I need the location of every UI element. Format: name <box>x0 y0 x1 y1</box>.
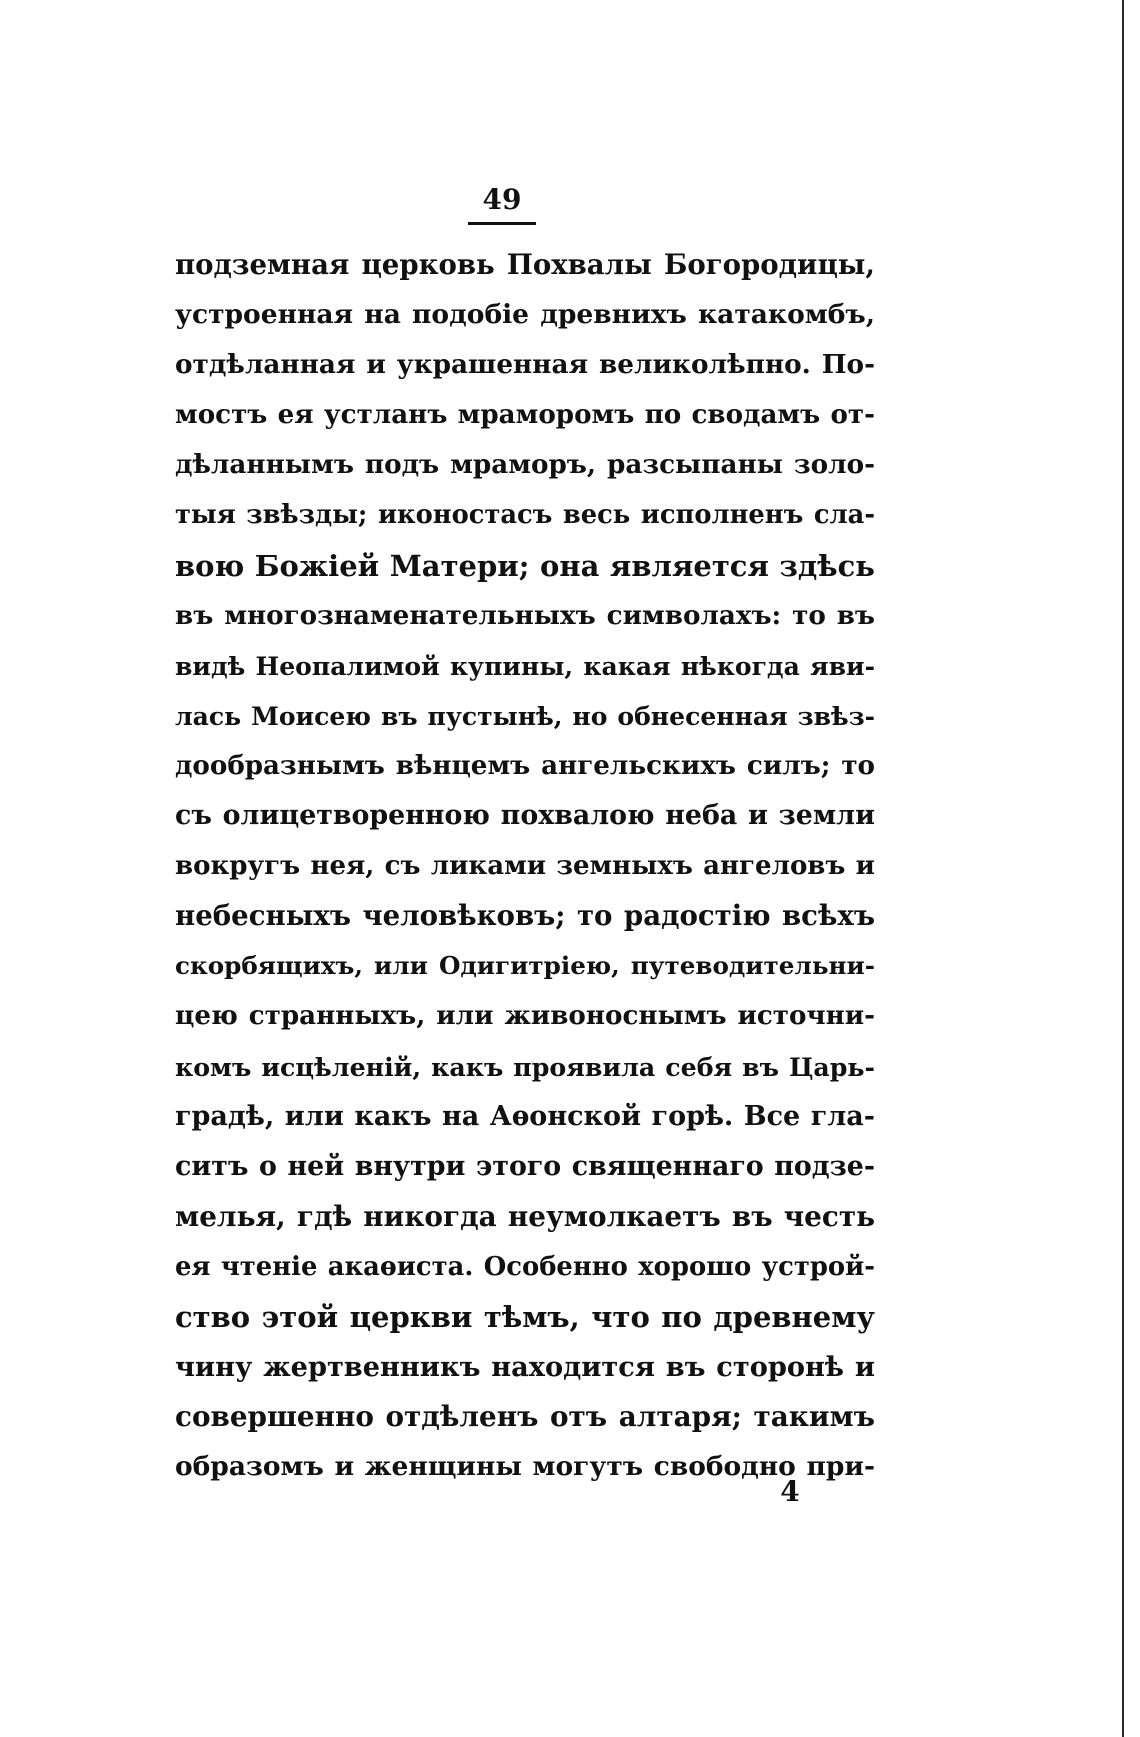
text-line: съ олицетворенною похвалою неба и земли <box>175 800 875 832</box>
text-line: ея чтеніе акаѳиста. Особенно хорошо устрой- <box>175 1251 875 1282</box>
text-line: въ многознаменательныхъ символахъ: то въ <box>175 599 875 631</box>
body-text <box>175 240 875 1492</box>
text-line: ситъ о ней внутри этого священнаго подзе- <box>175 1150 875 1182</box>
text-line: мостъ ея устланъ мраморомъ по сводамъ от- <box>175 399 875 431</box>
text-line: ство этой церкви тѣмъ, что по древнему <box>175 1299 875 1334</box>
page-number: 49 <box>482 183 522 216</box>
text-line: цею странныхъ, или живоноснымъ источни- <box>175 1000 875 1032</box>
text-line: образомъ и женщины могутъ свободно при- <box>175 1451 875 1483</box>
text-line: лась Моисею въ пустынѣ, но обнесенная звѣз- <box>175 700 875 731</box>
text-line: небесныхъ человѣковъ; то радостію всѣхъ <box>175 899 875 933</box>
text-line: видѣ Неопалимой купины, какая нѣкогда яви- <box>175 650 875 681</box>
page-number-underline <box>468 222 536 225</box>
text-line: устроенная на подобіе древнихъ катакомбъ, <box>175 299 875 331</box>
text-line: подземная церковь Похвалы Богородицы, <box>175 249 875 281</box>
text-line: дѣланнымъ подъ мраморъ, разсыпаны золо- <box>175 449 875 481</box>
page-edge-line <box>1122 0 1124 1737</box>
text-line: совершенно отдѣленъ отъ алтаря; такимъ <box>175 1400 875 1434</box>
text-line: отдѣланная и украшенная великолѣпно. По- <box>175 349 875 381</box>
text-line: чину жертвенникъ находится въ сторонѣ и <box>175 1351 875 1384</box>
text-line: дообразнымъ вѣнцемъ ангельскихъ силъ; то <box>175 749 875 781</box>
text-line: мелья, гдѣ никогда неумолкаетъ въ честь <box>175 1199 875 1233</box>
text-line: вою Божіей Матери; она является здѣсь <box>175 548 875 583</box>
text-line: скорбящихъ, или Одигитріею, путеводительни- <box>175 951 875 981</box>
text-line: комъ исцѣленій, какъ проявила себя въ Царь- <box>175 1051 875 1082</box>
text-line: тыя звѣзды; иконостасъ весь исполненъ сла- <box>175 500 875 531</box>
signature-mark: 4 <box>780 1475 800 1508</box>
text-line: вокругъ нея, съ ликами земныхъ ангеловъ и <box>175 851 875 882</box>
text-line: градѣ, или какъ на Аѳонской горѣ. Все гла- <box>175 1100 875 1132</box>
